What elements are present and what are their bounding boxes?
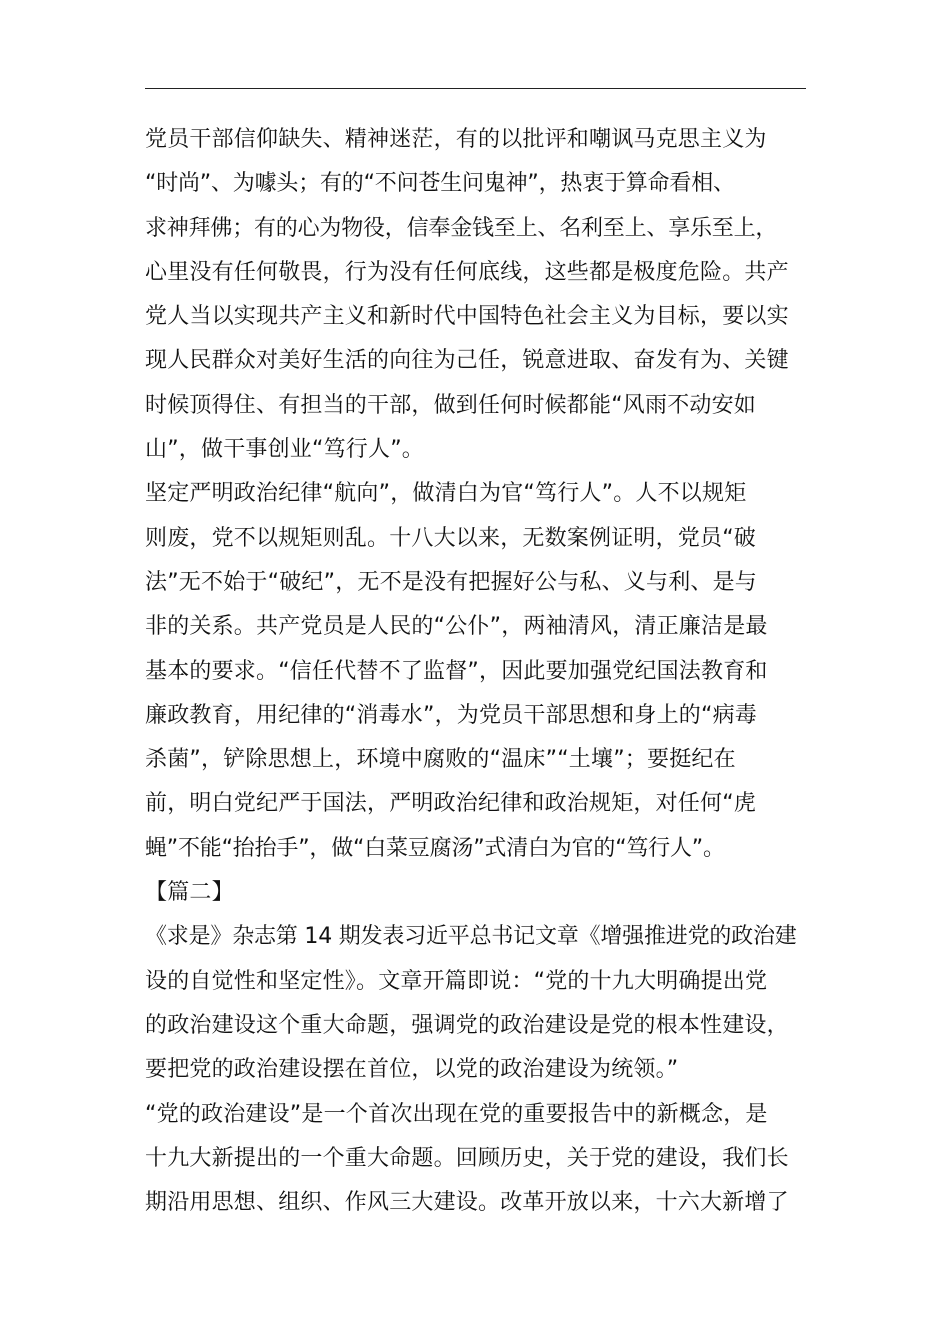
text-line: 十九大新提出的一个重大命题。回顾历史，关于党的建设，我们长 bbox=[145, 1145, 789, 1171]
header-rule bbox=[145, 88, 806, 89]
text-line: 党员干部信仰缺失、精神迷茫，有的以批评和嘲讽马克思主义为 bbox=[145, 127, 767, 152]
text-line: 时候顶得住、有担当的干部，做到任何时候都能“风雨不动安如 bbox=[145, 392, 756, 418]
text-line: 杀菌”，铲除思想上，环境中腐败的“温床”“土壤”；要挺纪在 bbox=[145, 747, 736, 773]
text-line: “党的政治建设”是一个首次出现在党的重要报告中的新概念，是 bbox=[145, 1101, 768, 1127]
text-line: 设的自觉性和坚定性》。文章开篇即说：“党的十九大明确提出党 bbox=[145, 968, 768, 994]
text-line: 非的关系。共产党员是人民的“公仆”，两袖清风，清正廉洁是最 bbox=[145, 614, 768, 640]
text-line: 基本的要求。“信任代替不了监督”，因此要加强党纪国法教育和 bbox=[145, 658, 768, 684]
text-line: 法”无不始于“破纪”，无不是没有把握好公与私、义与利、是与 bbox=[145, 569, 757, 595]
text-line: 廉政教育，用纪律的“消毒水”，为党员干部思想和身上的“病毒 bbox=[145, 702, 757, 728]
text-line: 现人民群众对美好生活的向往为己任，锐意进取、奋发有为、关键 bbox=[145, 348, 789, 374]
text-line: 则废，党不以规矩则乱。十八大以来，无数案例证明，党员“破 bbox=[145, 525, 756, 551]
document-body bbox=[145, 118, 810, 1225]
text-line: 党人当以实现共产主义和新时代中国特色社会主义为目标，要以实 bbox=[145, 304, 789, 330]
text-line: 要把党的政治建设摆在首位，以党的政治建设为统领。” bbox=[145, 1057, 679, 1083]
text-line: 《求是》杂志第 14 期发表习近平总书记文章《增强推进党的政治建 bbox=[145, 924, 797, 950]
section-heading: 【篇二】 bbox=[145, 880, 234, 906]
text-line: 的政治建设这个重大命题，强调党的政治建设是党的根本性建设， bbox=[145, 1012, 789, 1038]
text-line: 坚定严明政治纪律“航向”，做清白为官“笃行人”。人不以规矩 bbox=[145, 481, 747, 507]
text-line: 心里没有任何敬畏，行为没有任何底线，这些都是极度危险。共产 bbox=[145, 259, 789, 285]
text-line: “时尚”、为噱头；有的“不问苍生问鬼神”，热衷于算命看相、 bbox=[145, 171, 735, 197]
text-line: 前，明白党纪严于国法，严明政治纪律和政治规矩，对任何“虎 bbox=[145, 791, 756, 817]
text-line: 山”，做干事创业“笃行人”。 bbox=[145, 437, 424, 463]
text-line: 蝇”不能“抬抬手”，做“白菜豆腐汤”式清白为官的“笃行人”。 bbox=[145, 835, 725, 861]
text-line: 期沿用思想、组织、作风三大建设。改革开放以来，十六大新增了 bbox=[145, 1190, 789, 1216]
text-line: 求神拜佛；有的心为物役，信奉金钱至上、名利至上、享乐至上， bbox=[145, 215, 778, 241]
